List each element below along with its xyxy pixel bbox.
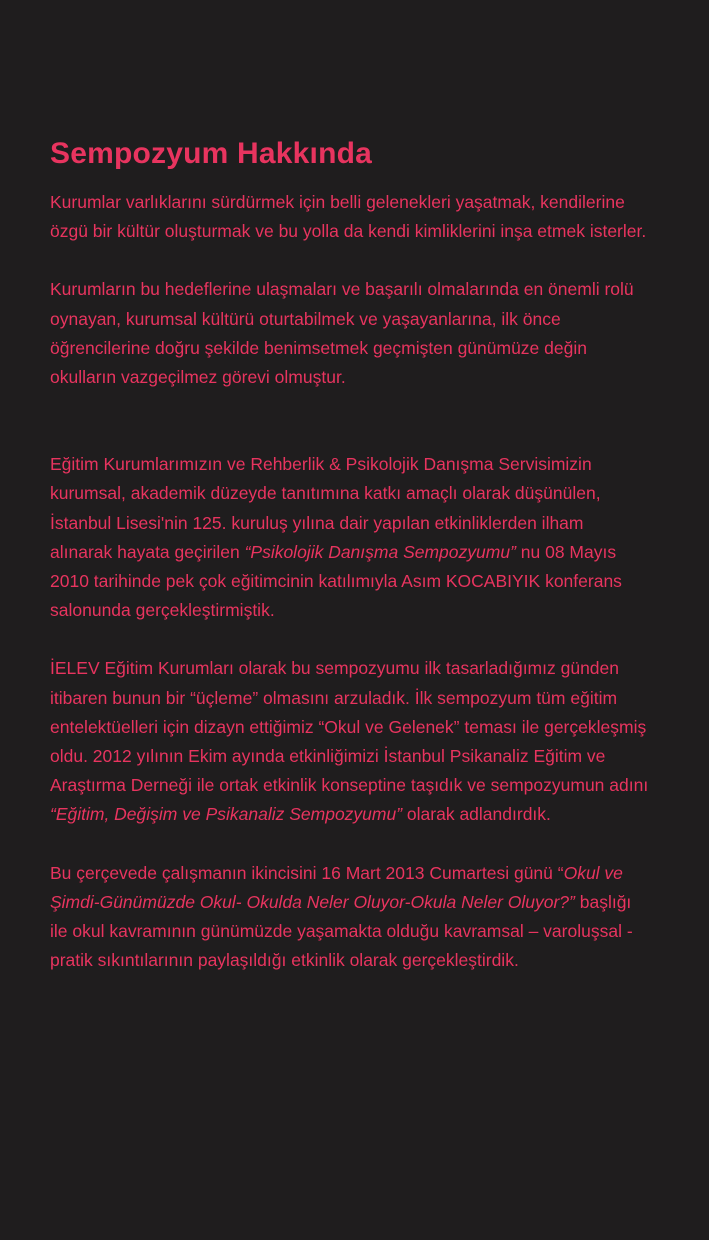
- symposium-name-italic: “Eğitim, Değişim ve Psikanaliz Sempozyumu”: [50, 804, 403, 825]
- text-segment: olarak adlandırdık.: [402, 804, 551, 825]
- text-segment: Eğitim Kurumlarımızın ve Rehberlik & Psikolojik Danışma Servisimizin kurumsal, akademik düzeyde tanıtımına katkı amaçlı olarak düşünülen, İstanbul Lisesi'nin 125. kuruluş yılına dair yapılan etkinliklerden ilham alınarak hayata geçirilen: [50, 454, 601, 562]
- page-title: Sempozyum Hakkında: [50, 137, 373, 170]
- trilogy-paragraph: [50, 654, 650, 829]
- intro-paragraph: Kurumlar varlıklarını sürdürmek için belli gelenekleri yaşatmak, kendilerine özgü bir kültür oluşturmak ve bu yolla da kendi kimliklerini inşa etmek isterler.: [50, 192, 647, 242]
- second-symposium-paragraph: [50, 859, 650, 976]
- text-segment: nu 08 Mayıs 2010 tarihinde pek çok eğitimcinin katılımıyla Asım KOCABIYIK konferans salonunda gerçekleştirmiştik.: [50, 541, 622, 621]
- symposium-title-italic: Okul ve Şimdi-Günümüzde Okul- Okulda Neler Oluyor-Okula Neler Oluyor?”: [50, 862, 623, 912]
- symposium-name-italic: “Psikolojik Danışma Sempozyumu”: [244, 541, 516, 562]
- text-segment: başlığı ile okul kavramının günümüzde yaşamakta olduğu kavramsal – varoluşsal - pratik sıkıntılarının paylaşıldığı etkinlik olarak gerçekleştirdik.: [50, 891, 633, 971]
- first-symposium-paragraph: [50, 450, 650, 625]
- text-segment: Bu çerçevede çalışmanın ikincisini 16 Mart 2013 Cumartesi günü “: [50, 862, 564, 883]
- mission-paragraph: Kurumların bu hedeflerine ulaşmaları ve başarılı olmalarında en önemli rolü oynayan, kurumsal kültürü oturtabilmek ve yaşayanlarına, ilk önce öğrencilerine doğru şekilde benimsetmek geçmişten günümüze değin okulların vazgeçilmez görevi olmuştur.: [50, 279, 634, 388]
- text-segment: İELEV Eğitim Kurumları olarak bu sempozyumu ilk tasarladığımız günden itibaren bunun bir “üçleme” olmasını arzuladık. İlk sempozyum tüm eğitim entelektüelleri için dizayn ettiğimiz “Okul ve Gelenek” teması ile gerçekleşmiş oldu. 2012 yılının Ekim ayında etkinliğimizi İstanbul Psikanaliz Eğitim ve Araştırma Derneği ile ortak etkinlik konseptine taşıdık ve sempozyumun adını: [50, 658, 649, 796]
- symposium-about-section: [50, 132, 650, 975]
